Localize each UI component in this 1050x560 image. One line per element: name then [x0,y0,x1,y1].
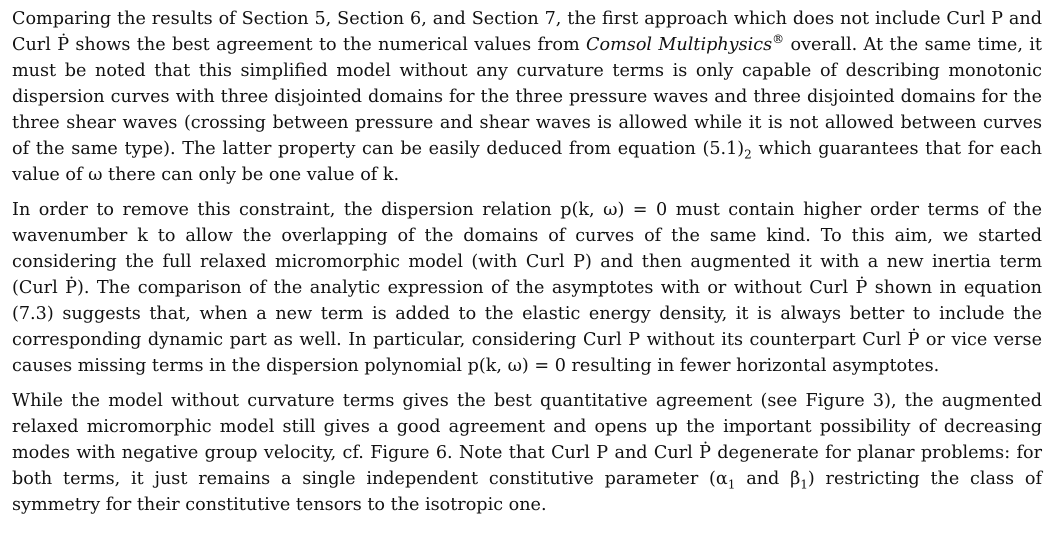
beta-subscript: 1 [800,477,808,492]
equation-subscript: 2 [744,147,752,162]
paragraph-1-text-b: overall. At the same time, it must be noted that this simplified model without any curvature terms is only capable of describing monotonic dispersion curves with three disjointed domains for the three pressure waves and three disjointed domains for the three shear waves (crossing between pressure and shear waves is allowed while it is not allowed between curves of the same type). The latter property can be easily deduced from equation (5.1) [12,35,1042,159]
paragraph-3-text-c: ) restricting the class of symmetry for their constitutive tensors to the isotropic one. [12,469,1042,515]
paragraph-1 [12,6,1042,188]
paragraph-3-text-b: and β [735,469,801,489]
paragraph-3 [12,388,1042,518]
paragraph-2: In order to remove this constraint, the dispersion relation p(k, ω) = 0 must contain higher order terms of the wavenumber k to allow the overlapping of the domains of curves of the same kind. To this aim, we started considering the full relaxed micromorphic model (with Curl P) and then augmented it with a new inertia term (Curl Ṗ). The comparison of the analytic expression of the asymptotes with or without Curl Ṗ shown in equation (7.3) suggests that, when a new term is added to the elastic energy density, it is always better to include the corresponding dynamic part as well. In particular, considering Curl P without its counterpart Curl Ṗ or vice verse causes missing terms in the dispersion polynomial p(k, ω) = 0 resulting in fewer horizontal asymptotes. [12,200,1042,376]
software-name: Comsol Multiphysics [586,35,773,55]
paragraph-3-text-a: While the model without curvature terms gives the best quantitative agreement (see Figure 3), the augmented relaxed micromorphic model still gives a good agreement and opens up the important possibility of decreasing modes with negative group velocity, cf. Figure 6. Note that Curl P and Curl Ṗ degenerate for planar problems: for both terms, it just remains a single independent constitutive parameter (α [12,391,1042,489]
registered-mark: ® [772,32,785,47]
paragraph-1-text-a: Comparing the results of Section 5, Section 6, and Section 7, the first approach which does not include Curl P and Curl Ṗ shows the best agreement to the numerical values from [12,9,1042,55]
paragraph-1-text-c: which guarantees that for each value of ω there can only be one value of k. [12,139,1043,185]
alpha-subscript: 1 [727,477,736,492]
